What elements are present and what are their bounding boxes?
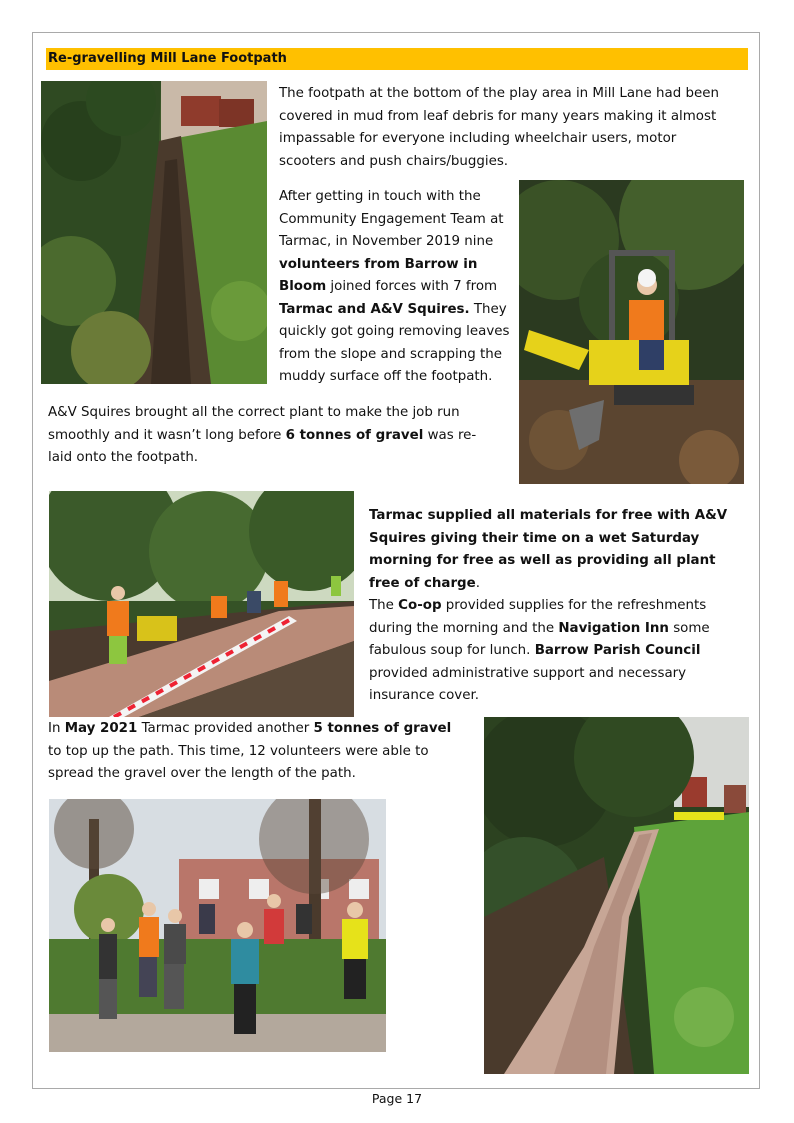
bold-text: 6 tonnes of gravel (285, 427, 424, 443)
text-segment: A&V Squires brought all the correct plant to make the job run smoothly and it wasn’t long before (48, 405, 460, 443)
muddy-footpath-photo (41, 81, 267, 384)
mini-digger-photo (519, 180, 744, 484)
bold-text: Barrow Parish Council (534, 643, 701, 658)
text-segment: In (48, 721, 65, 736)
gravel-paragraph (48, 402, 488, 470)
bold-text: Tarmac supplied all materials for free with A&V Squires giving their time on a wet Saturday morning for free as well as providing all plant free of charge (369, 508, 728, 591)
text-segment: joined forces with 7 from (326, 279, 498, 294)
text-segment: Tarmac provided another (137, 721, 314, 736)
gravel-path-photo (484, 717, 749, 1074)
may-2021-paragraph (48, 718, 462, 786)
volunteer-group-photo (49, 799, 386, 1052)
text-segment: They quickly got going removing leaves from the slope and scrapping the muddy surface off the footpath. (279, 301, 510, 384)
text-segment: provided supplies for the refreshments during the morning and the (369, 598, 707, 636)
text-segment: The (369, 598, 399, 613)
bold-text: 5 tonnes of gravel (313, 721, 452, 736)
volunteers-paragraph (279, 186, 511, 389)
sponsors-paragraph (369, 505, 747, 708)
volunteers-working-photo (49, 491, 354, 717)
text-segment: After getting in touch with the Community Engagement Team at Tarmac, in November 2019 nine (279, 189, 504, 249)
text-segment: to top up the path. This time, 12 volunteers were able to spread the gravel over the length of the path. (48, 743, 429, 781)
bold-text: May 2021 (64, 721, 138, 736)
intro-text: The footpath at the bottom of the play area in Mill Lane had been covered in mud from leaf debris for many years making it almost impassable for everyone including wheelchair users, motor scooters and push chairs/buggies. (279, 86, 719, 169)
text-segment: provided administrative support and necessary insurance cover. (369, 665, 687, 703)
section-title: Re-gravelling Mill Lane Footpath (46, 48, 748, 70)
text-segment: some fabulous soup for lunch. (369, 620, 710, 658)
intro-paragraph (279, 83, 735, 173)
bold-text: Co-op (398, 598, 442, 613)
text-segment: was re-laid onto the footpath. (48, 427, 477, 465)
page-number: Page 17 (371, 1091, 423, 1106)
bold-text: Tarmac and A&V Squires. (279, 301, 470, 317)
bold-text: volunteers from Barrow in Bloom (279, 256, 478, 294)
text-segment: . (475, 575, 480, 591)
bold-text: Navigation Inn (558, 620, 669, 636)
